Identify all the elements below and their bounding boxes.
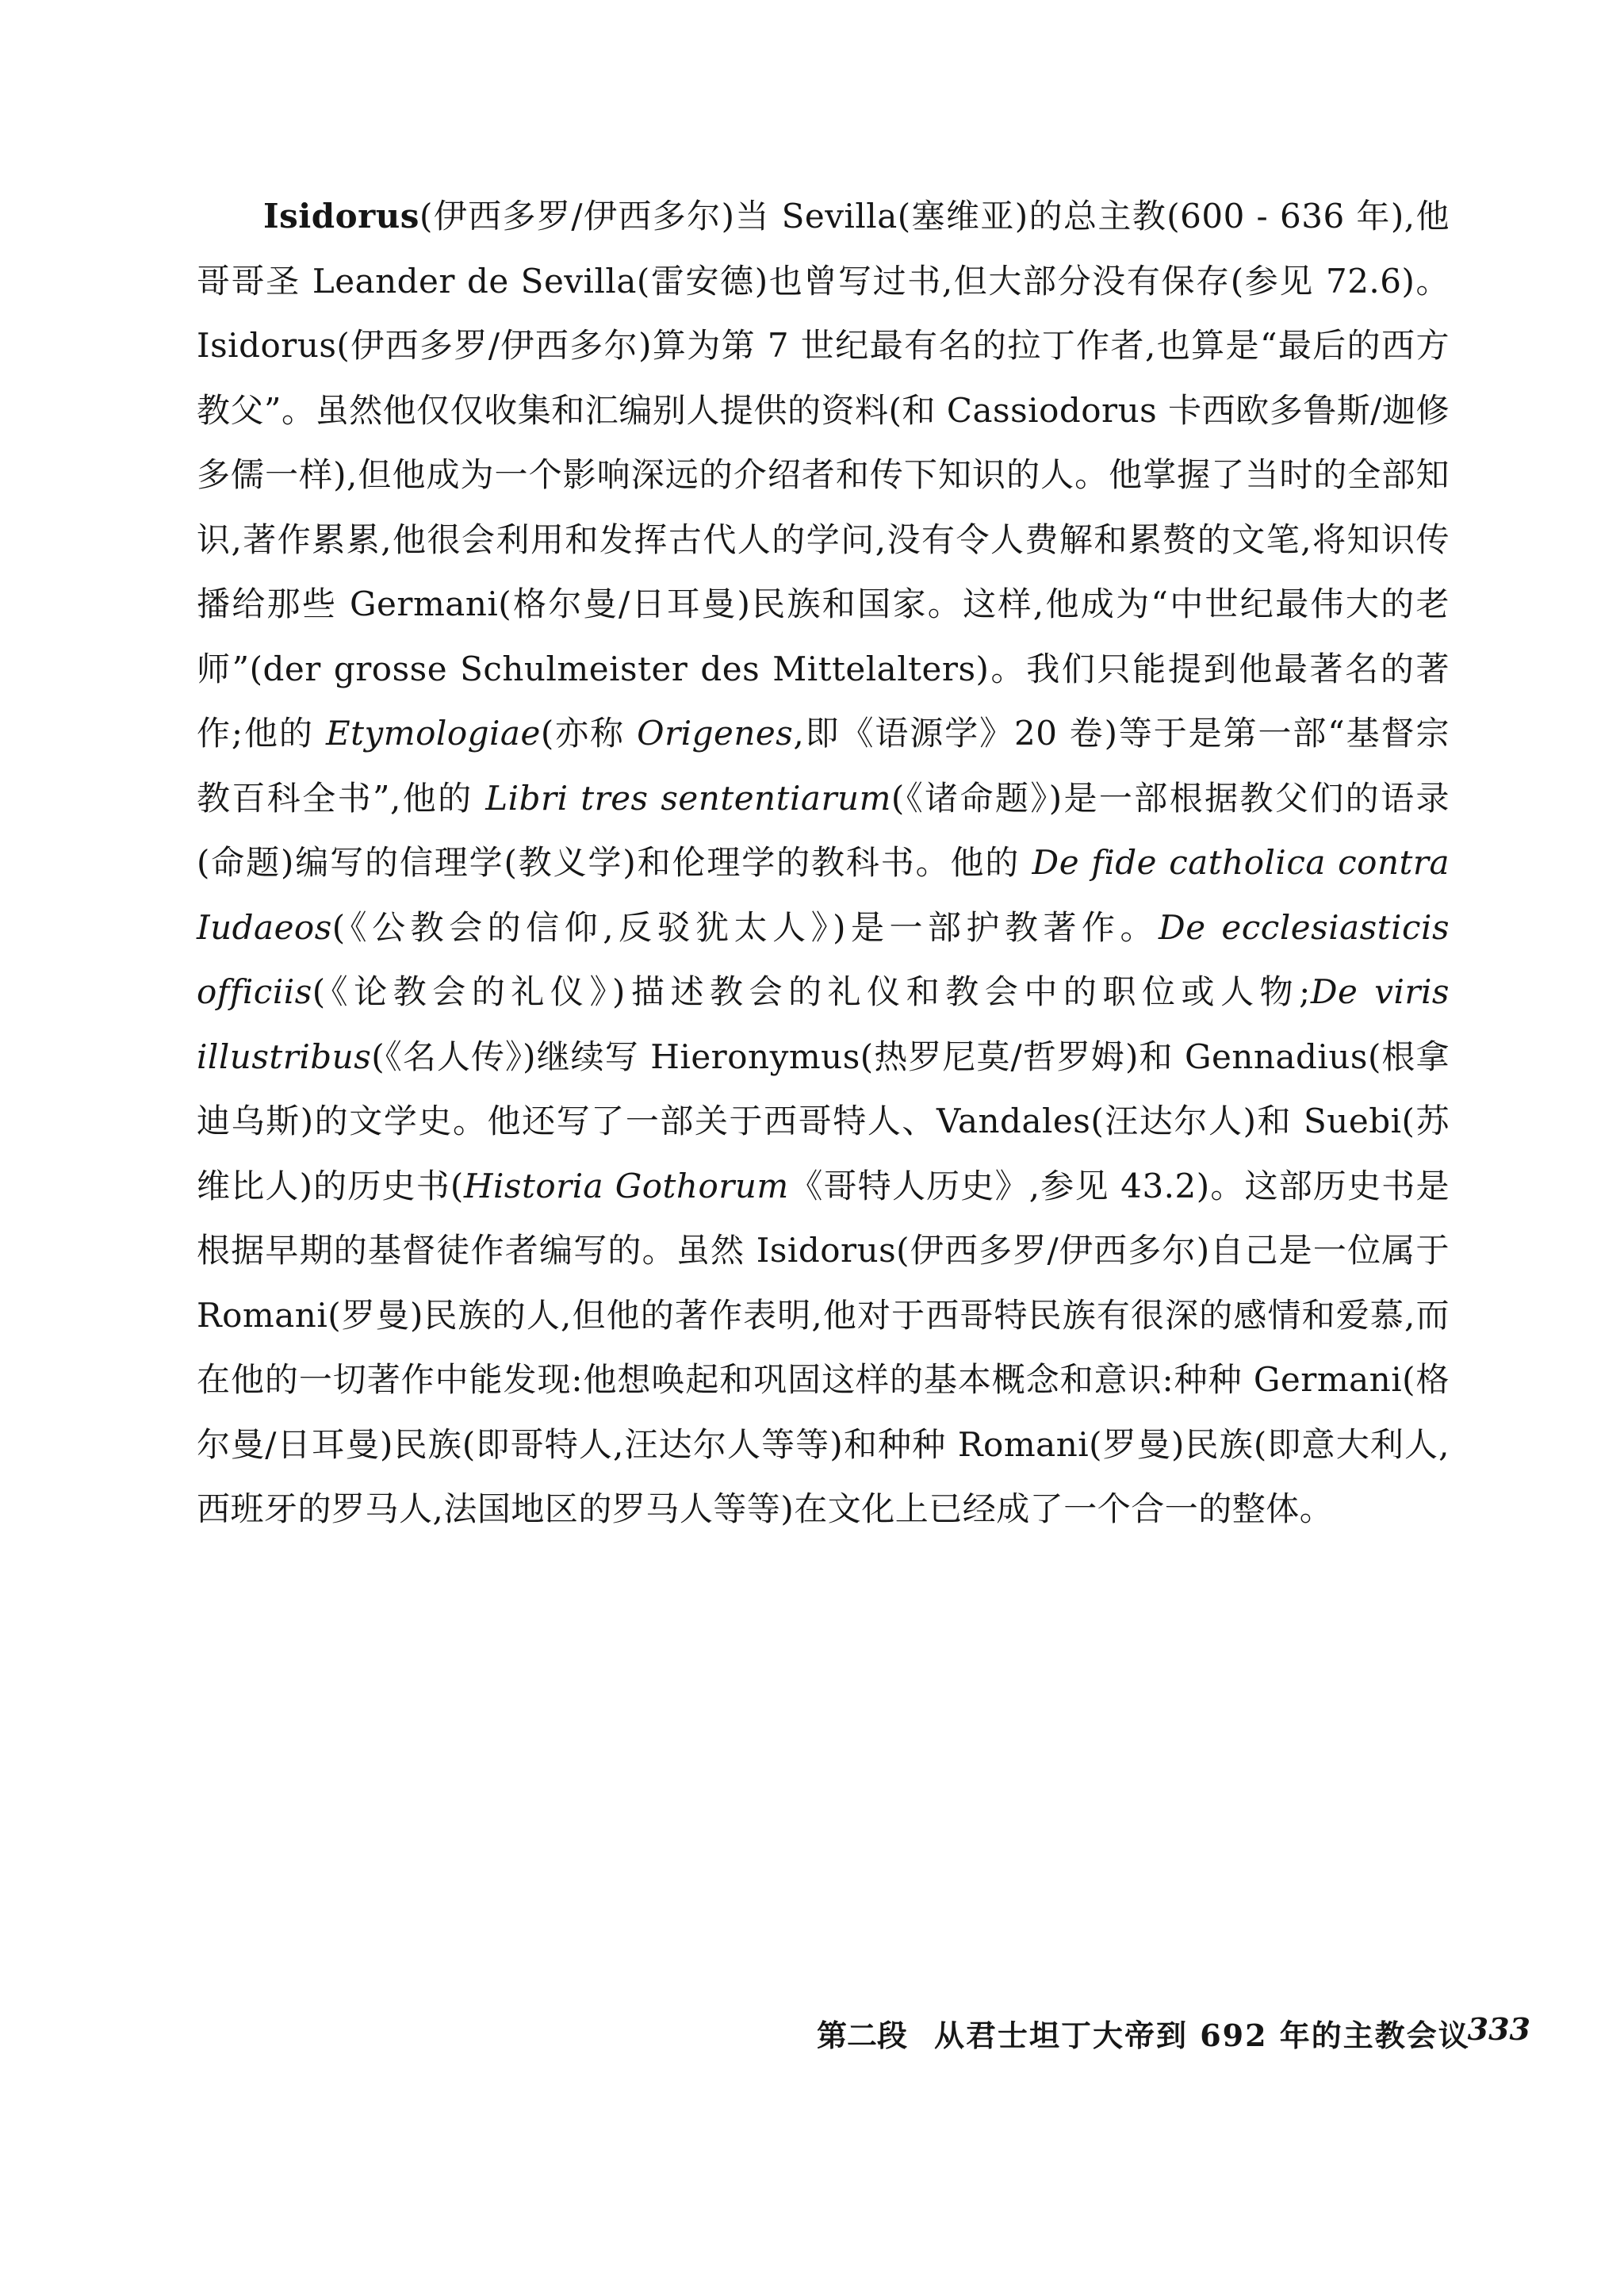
text-segment: (《公教会的信仰,反驳犹太人》)是一部护教著作。 [331, 907, 1159, 947]
page-footer [817, 2011, 1530, 2059]
text-segment: 《哥特人历史》,参见 43.2)。这部历史书是根据早期的基督徒作者编写的。虽然 Isidorus(伊西多罗/伊西多尔)自己是一位属于 Romani(罗曼)民族的人,但他的著作表明,他对于西哥特民族有很深的感情和爱慕,而在他的一切著作中能发现:他想唤起和巩固这样的基本概念和意识:种种 Germani(格尔曼/日耳曼)民族(即哥特人,汪达尔人等等)和种种 Romani(罗曼)民族(即意大利人,西班牙的罗马人,法国地区的罗马人等等)在文化上已经成了一个合一的整体。 [197, 1166, 1450, 1528]
work-title: De ecclesiasticis officiis [197, 907, 1450, 1011]
work-title: De fide catholica contra Iudaeos [197, 843, 1450, 947]
text-segment: (《名人传》)继续写 Hieronymus(热罗尼莫/哲罗姆)和 Gennadius(根拿迪乌斯)的文学史。他还写了一部关于西哥特人、Vandales(汪达尔人)和 Suebi(苏维比人)的历史书( [197, 1037, 1450, 1205]
text-segment: (亦称 [540, 714, 638, 753]
text-segment: (伊西多罗/伊西多尔)当 Sevilla(塞维亚)的总主教(600 - 636 年),他哥哥圣 Leander de Sevilla(雷安德)也曾写过书,但大部分没有保存(参见 72.6)。Isidorus(伊西多罗/伊西多尔)算为第 7 世纪最有名的拉丁作者,也算是“最后的西方教父”。虽然他仅仅收集和汇编别人提供的资料(和 Cassiodorus 卡西欧多鲁斯/迦修多儒一样),但他成为一个影响深远的介绍者和传下知识的人。他掌握了当时的全部知识,著作累累,他很会利用和发挥古代人的学问,没有令人费解和累赘的文笔,将知识传播给那些 Germani(格尔曼/日耳曼)民族和国家。这样,他成为“中世纪最伟大的老师”(der grosse Schulmeister des Mittelalters)。我们只能提到他最著名的著作;他的 [197, 197, 1450, 753]
work-title: Etymologiae [326, 714, 541, 753]
text-segment: (《诸命题》)是一部根据教父们的语录(命题)编写的信理学(教义学)和伦理学的教科书。他的 [197, 778, 1450, 882]
footer-section: 第二段 [817, 2018, 908, 2053]
work-title: Origenes [637, 714, 794, 753]
work-title: Libri tres sententiarum [485, 778, 891, 818]
work-title: De viris illustribus [197, 972, 1450, 1076]
footer-title: 从君士坦丁大帝到 692 年的主教会议 [934, 2018, 1470, 2053]
text-segment: (《论教会的礼仪》)描述教会的礼仪和教会中的职位或人物; [312, 972, 1311, 1011]
page-number: 333 [1467, 2011, 1530, 2047]
body-paragraph [197, 184, 1450, 1542]
author-name: Isidorus [263, 197, 419, 236]
text-segment: ,即《语源学》20 卷)等于是第一部“基督宗教百科全书”,他的 [197, 714, 1450, 818]
work-title: Historia Gothorum [463, 1166, 789, 1205]
